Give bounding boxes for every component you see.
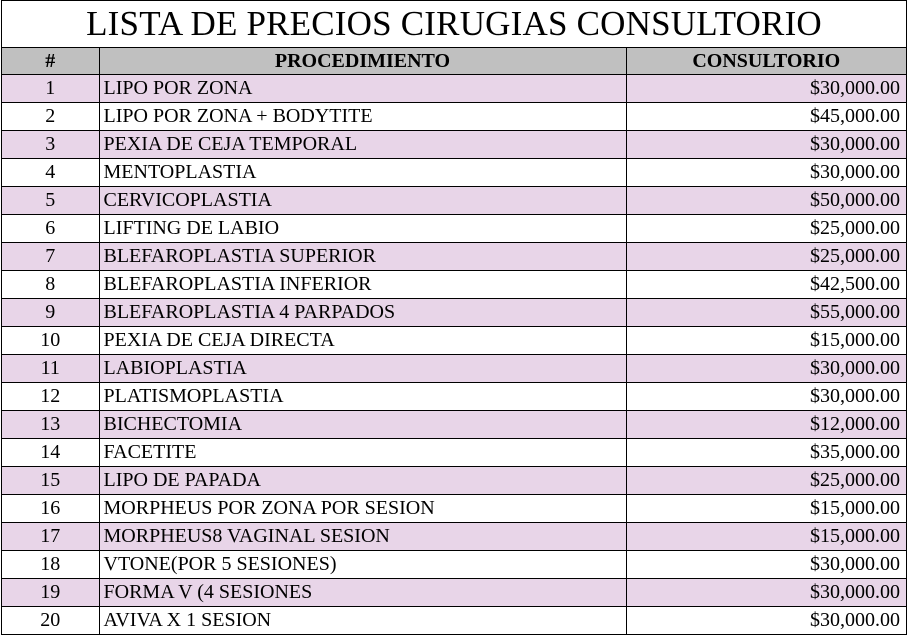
row-procedure: PLATISMOPLASTIA (99, 383, 626, 411)
row-procedure: LIPO DE PAPADA (99, 467, 626, 495)
table-row (2, 299, 906, 327)
row-price: $30,000.00 (626, 159, 906, 187)
table-row (2, 467, 906, 495)
row-number: 16 (2, 495, 99, 523)
row-procedure: FORMA V (4 SESIONES (99, 579, 626, 607)
table-body (2, 75, 906, 635)
row-price: $30,000.00 (626, 355, 906, 383)
page-title: LISTA DE PRECIOS CIRUGIAS CONSULTORIO (2, 1, 906, 48)
row-procedure: BLEFAROPLASTIA INFERIOR (99, 271, 626, 299)
row-number: 4 (2, 159, 99, 187)
row-procedure: CERVICOPLASTIA (99, 187, 626, 215)
row-number: 20 (2, 607, 99, 635)
row-price: $30,000.00 (626, 383, 906, 411)
row-procedure: VTONE(POR 5 SESIONES) (99, 551, 626, 579)
row-procedure: AVIVA X 1 SESION (99, 607, 626, 635)
row-procedure: PEXIA DE CEJA TEMPORAL (99, 131, 626, 159)
row-number: 2 (2, 103, 99, 131)
table-row (2, 103, 906, 131)
row-price: $12,000.00 (626, 411, 906, 439)
table-row (2, 607, 906, 635)
row-price: $55,000.00 (626, 299, 906, 327)
row-number: 7 (2, 243, 99, 271)
row-number: 5 (2, 187, 99, 215)
row-price: $45,000.00 (626, 103, 906, 131)
row-number: 13 (2, 411, 99, 439)
row-procedure: LIFTING DE LABIO (99, 215, 626, 243)
row-procedure: LIPO POR ZONA (99, 75, 626, 103)
row-number: 9 (2, 299, 99, 327)
row-procedure: BICHECTOMIA (99, 411, 626, 439)
table-row (2, 271, 906, 299)
row-number: 6 (2, 215, 99, 243)
table-row (2, 495, 906, 523)
row-price: $15,000.00 (626, 495, 906, 523)
price-table (2, 48, 906, 634)
header-number: # (2, 48, 99, 75)
row-number: 14 (2, 439, 99, 467)
row-procedure: FACETITE (99, 439, 626, 467)
header-procedure: PROCEDIMIENTO (99, 48, 626, 75)
row-procedure: MORPHEUS8 VAGINAL SESION (99, 523, 626, 551)
table-row (2, 551, 906, 579)
row-procedure: MORPHEUS POR ZONA POR SESION (99, 495, 626, 523)
table-row (2, 131, 906, 159)
header-price: CONSULTORIO (626, 48, 906, 75)
table-row (2, 579, 906, 607)
row-number: 3 (2, 131, 99, 159)
row-price: $30,000.00 (626, 551, 906, 579)
table-header-row (2, 48, 906, 75)
row-procedure: MENTOPLASTIA (99, 159, 626, 187)
row-procedure: BLEFAROPLASTIA SUPERIOR (99, 243, 626, 271)
row-procedure: PEXIA DE CEJA DIRECTA (99, 327, 626, 355)
table-row (2, 383, 906, 411)
row-price: $25,000.00 (626, 467, 906, 495)
row-number: 1 (2, 75, 99, 103)
row-number: 11 (2, 355, 99, 383)
row-price: $30,000.00 (626, 607, 906, 635)
table-row (2, 187, 906, 215)
row-number: 17 (2, 523, 99, 551)
row-price: $30,000.00 (626, 75, 906, 103)
table-row (2, 523, 906, 551)
row-number: 8 (2, 271, 99, 299)
row-price: $42,500.00 (626, 271, 906, 299)
row-price: $15,000.00 (626, 523, 906, 551)
row-price: $30,000.00 (626, 131, 906, 159)
row-procedure: LIPO POR ZONA + BODYTITE (99, 103, 626, 131)
table-row (2, 243, 906, 271)
row-price: $25,000.00 (626, 215, 906, 243)
row-price: $30,000.00 (626, 579, 906, 607)
table-row (2, 327, 906, 355)
table-row (2, 411, 906, 439)
table-row (2, 439, 906, 467)
table-row (2, 215, 906, 243)
row-price: $50,000.00 (626, 187, 906, 215)
row-number: 19 (2, 579, 99, 607)
row-number: 12 (2, 383, 99, 411)
table-row (2, 355, 906, 383)
row-price: $35,000.00 (626, 439, 906, 467)
price-list-sheet (1, 0, 907, 635)
row-procedure: LABIOPLASTIA (99, 355, 626, 383)
row-number: 15 (2, 467, 99, 495)
table-row (2, 75, 906, 103)
row-procedure: BLEFAROPLASTIA 4 PARPADOS (99, 299, 626, 327)
row-price: $25,000.00 (626, 243, 906, 271)
row-number: 18 (2, 551, 99, 579)
row-price: $15,000.00 (626, 327, 906, 355)
table-row (2, 159, 906, 187)
row-number: 10 (2, 327, 99, 355)
